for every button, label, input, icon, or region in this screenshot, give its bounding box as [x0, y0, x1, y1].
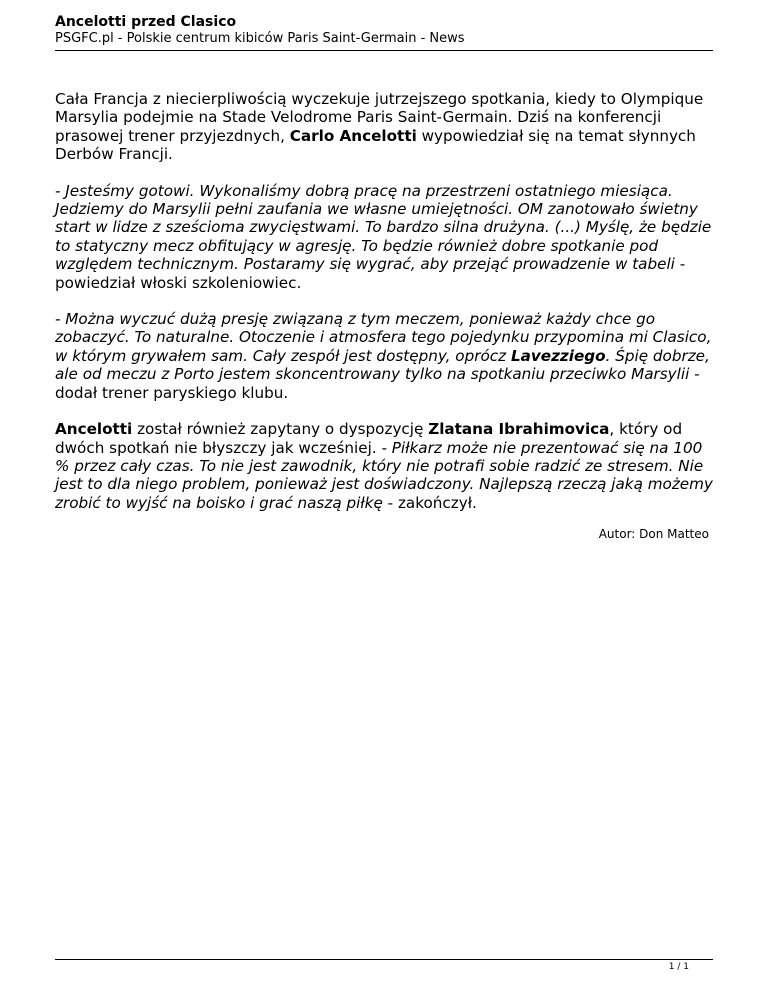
bold-name-ancelotti: Ancelotti [55, 420, 133, 439]
article-title: Ancelotti przed Clasico [55, 14, 237, 30]
bold-name-carlo-ancelotti: Carlo Ancelotti [289, 126, 417, 145]
author-line: Autor: Don Matteo [598, 527, 709, 541]
paragraph-text: - zakończył. [382, 493, 477, 512]
quote-text: . Śpię dobrze, ale od meczu z Porto jestem skoncentrowany tylko na spotkaniu przeciwko Marsylii [55, 346, 710, 384]
quote-text: - Jesteśmy gotowi. Wykonaliśmy dobrą pracę na przestrzeni ostatniego miesiąca. Jedziemy do Marsylii pełni zaufania we własne umiejętności. OM zanotowało świetny start w lidze z sześcioma zwycięstwami. To bardzo silna drużyna. (...) Myślę, że będzie to statyczny mecz obfitujący w agresję. To będzie również dobre spotkanie pod względem technicznym. Postaramy się wygrać, aby przejąć prowadzenie w tabeli [55, 181, 712, 274]
paragraph-text: Cała Francja z niecierpliwością wyczekuje jutrzejszego spotkania, kiedy to Olympique Marsylia podejmie na Stade Velodrome Paris Saint-Germain. Dziś na konferencji prasowej trener przyjezdnych, [55, 90, 704, 145]
article-paragraph-2 [55, 182, 719, 292]
header-divider [55, 50, 713, 51]
quote-text: - Można wyczuć dużą presję związaną z tym meczem, ponieważ każdy chce go zobaczyć. To naturalne. Otoczenie i atmosfera tego pojedynku przypomina mi Clasico, w którym grywałem sam. Cały zespół jest dostępny, oprócz [55, 310, 712, 365]
paragraph-text: wypowiedział się na temat słynnych Derbów Francji. [55, 126, 696, 164]
footer-divider [55, 959, 713, 960]
article-body [55, 90, 719, 530]
bold-name-lavezzi: Lavezziego [510, 346, 606, 365]
article-paragraph-1 [55, 90, 719, 164]
site-subtitle: PSGFC.pl - Polskie centrum kibiców Paris Saint-Germain - News [55, 31, 465, 46]
article-paragraph-4 [55, 420, 719, 512]
document-header [55, 14, 713, 47]
article-paragraph-3 [55, 310, 719, 402]
bold-name-ibrahimovic: Zlatana Ibrahimovica [428, 420, 610, 439]
paragraph-text: , który od dwóch spotkań nie błyszczy jak wcześniej. [55, 420, 683, 457]
paragraph-text: - powiedział włoski szkoleniowiec. [55, 255, 686, 292]
quote-text: - Piłkarz może nie prezentować się na 100 % przez cały czas. To nie jest zawodnik, który nie potrafi sobie radzić ze stresem. Nie jest to dla niego problem, ponieważ jest doświadczony. Najlepszą rzeczą jaką możemy zrobić to wyjść na boisko i grać naszą piłkę [55, 438, 713, 512]
paragraph-text: został również zapytany o dyspozycję [132, 420, 429, 439]
page-number: 1 / 1 [668, 962, 689, 972]
paragraph-text: - dodał trener paryskiego klubu. [55, 365, 700, 402]
